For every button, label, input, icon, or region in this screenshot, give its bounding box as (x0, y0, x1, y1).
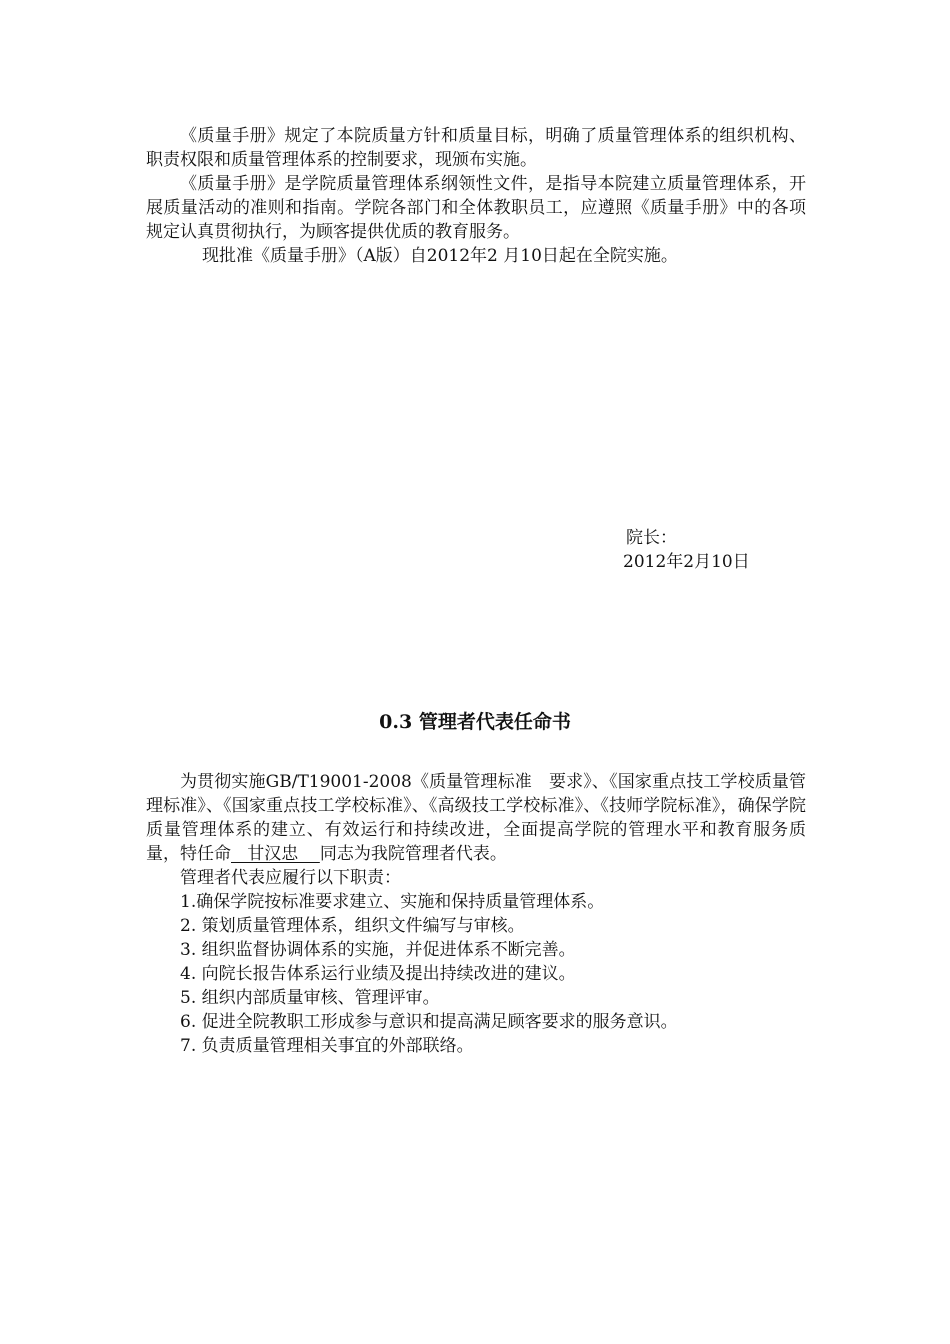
appointee-name: 甘汉忠 (231, 844, 320, 864)
duty-item: 6. 促进全院教职工形成参与意识和提高满足顾客要求的服务意识。 (180, 1012, 678, 1032)
duty-item: 7. 负责质量管理相关事宜的外部联络。 (180, 1036, 474, 1056)
appointment-paragraph (146, 770, 806, 866)
signature-date: 2012年2月10日 (623, 552, 750, 572)
duty-item: 2. 策划质量管理体系，组织文件编写与审核。 (180, 916, 525, 936)
duty-item: 5. 组织内部质量审核、管理评审。 (180, 988, 440, 1008)
duty-item: 4. 向院长报告体系运行业绩及提出持续改进的建议。 (180, 964, 576, 984)
section-title: 0.3 管理者代表任命书 (379, 711, 571, 733)
preface-paragraph-2: 《质量手册》是学院质量管理体系纲领性文件，是指导本院建立质量管理体系，开展质量活动的准则和指南。学院各部门和全体教职员工，应遵照《质量手册》中的各项规定认真贯彻执行，为顾客提供优质的教育服务。 (146, 174, 806, 242)
preface-block (146, 124, 806, 268)
duty-item: 3. 组织监督协调体系的实施，并促进体系不断完善。 (180, 940, 576, 960)
preface-paragraph-3: 现批准《质量手册》（A版）自2012年2 月10日起在全院实施。 (202, 246, 678, 266)
preface-paragraph-1: 《质量手册》规定了本院质量方针和质量目标，明确了质量管理体系的组织机构、职责权限和质量管理体系的控制要求，现颁布实施。 (146, 126, 806, 170)
signatory-title: 院长： (626, 528, 677, 548)
appointment-block (146, 770, 806, 1058)
appointment-text-after: 同志为我院管理者代表。 (319, 844, 507, 864)
signature-block (623, 526, 750, 574)
duties-heading: 管理者代表应履行以下职责： (180, 868, 401, 888)
appointment-text-before: 为贯彻实施GB/T19001-2008《质量管理标准 要求》、《国家重点技工学校质量管理标准》、《国家重点技工学校标准》、《高级技工学校标准》、《技师学院标准》，确保学院质量管理体系的建立、有效运行和持续改进，全面提高学院的管理水平和教育服务质量，特任命 (146, 772, 806, 864)
duty-item: 1.确保学院按标准要求建立、实施和保持质量管理体系。 (180, 892, 605, 912)
